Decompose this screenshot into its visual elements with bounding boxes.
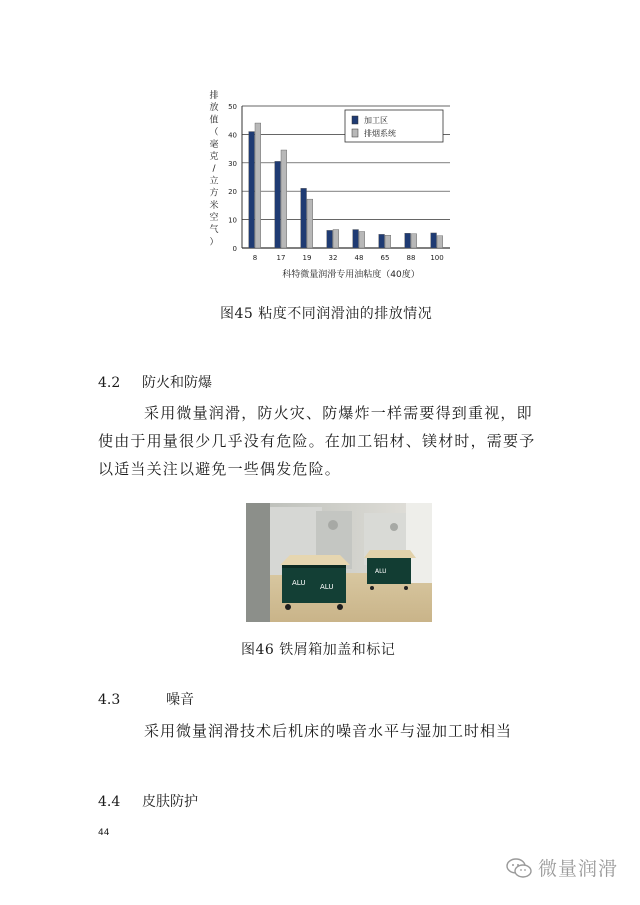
- front-bin-label-left: ALU: [292, 579, 306, 587]
- bar-processing-zone: [301, 188, 307, 248]
- bar-processing-zone: [327, 230, 333, 248]
- section-4-3-heading: [98, 689, 194, 709]
- x-tick-label: 32: [328, 254, 338, 262]
- bar-processing-zone: [431, 233, 437, 248]
- y-axis-label-char: 值: [209, 115, 219, 126]
- legend-label: 加工区: [364, 116, 388, 125]
- y-axis-label-char: 毫: [209, 139, 219, 150]
- figure45-chart: [200, 88, 458, 284]
- section-title: 噪音: [166, 692, 194, 708]
- bar-exhaust-system: [411, 234, 417, 248]
- bar-processing-zone: [405, 233, 411, 248]
- y-axis-label: [209, 89, 218, 247]
- bar-processing-zone: [379, 234, 385, 248]
- y-axis-label-char: 排: [209, 91, 219, 101]
- legend-swatch: [352, 129, 358, 137]
- page-number: 44: [98, 828, 110, 838]
- bar-exhaust-system: [385, 235, 391, 248]
- y-tick-label: 50: [228, 103, 237, 111]
- bar-exhaust-system: [307, 199, 313, 248]
- watermark-text: 微量润滑: [537, 858, 618, 880]
- bar-exhaust-system: [437, 236, 443, 248]
- figure46-photo: [246, 503, 432, 622]
- chip-bin-photo: [246, 503, 432, 622]
- bar-exhaust-system: [333, 230, 339, 248]
- bar-exhaust-system: [359, 232, 365, 248]
- section-title: 皮肤防护: [142, 794, 198, 810]
- y-axis-label-char: /: [212, 164, 216, 175]
- chart-legend: [345, 110, 443, 142]
- y-axis-label-char: ）: [209, 237, 219, 248]
- bar-chart: [200, 88, 458, 284]
- watermark: [506, 854, 618, 881]
- y-tick-label: 10: [228, 216, 237, 225]
- x-tick-labels: [253, 254, 444, 262]
- y-axis-label-char: 方: [209, 188, 219, 199]
- y-tick-label: 20: [228, 188, 237, 197]
- x-tick-label: 65: [380, 254, 390, 262]
- y-tick-label: 0: [232, 245, 237, 253]
- back-bin-label: ALU: [375, 568, 387, 575]
- section-number: 4.4: [98, 794, 121, 810]
- front-bin-label-right: ALU: [320, 583, 334, 591]
- y-axis-label-char: 气: [209, 225, 219, 236]
- y-axis-label-char: 米: [209, 200, 219, 211]
- bar-processing-zone: [275, 161, 281, 248]
- y-axis-label-char: 放: [209, 103, 219, 114]
- y-axis-label-char: 空: [209, 213, 219, 223]
- section-4-3-sentence: 采用微量润滑技术后机床的噪音水平与湿加工时相当: [144, 722, 513, 740]
- y-tick-label: 40: [228, 131, 237, 140]
- wechat-icon: [506, 857, 532, 879]
- section-number: 4.3: [98, 692, 121, 708]
- y-axis-label-char: 立: [209, 176, 219, 187]
- y-axis-label-char: （: [209, 127, 219, 138]
- x-tick-label: 100: [430, 254, 444, 262]
- x-tick-label: 88: [406, 254, 416, 262]
- figure45-caption: 图45 粘度不同润滑油的排放情况: [220, 306, 433, 322]
- bar-processing-zone: [353, 230, 359, 248]
- legend-swatch: [352, 116, 358, 124]
- section-4-4-heading: [98, 791, 198, 811]
- x-tick-label: 17: [276, 254, 286, 262]
- section-title: 防火和防爆: [142, 375, 212, 391]
- x-tick-label: 8: [252, 254, 258, 262]
- x-tick-label: 48: [354, 254, 364, 262]
- legend-label: 排烟系统: [364, 129, 396, 138]
- figure46-caption: 图46 铁屑箱加盖和标记: [241, 642, 396, 658]
- section-number: 4.2: [98, 375, 121, 391]
- x-axis-label: 科特微量润滑专用油粘度（40度）: [282, 270, 420, 280]
- y-tick-label: 30: [228, 159, 237, 168]
- section-4-2-heading: [98, 372, 212, 392]
- section-4-2-paragraph: 采用微量润滑，防火灾、防爆炸一样需要得到重视，即使由于用量很少几乎没有危险。在加工铝材、镁材时，需要予以适当关注以避免一些偶发危险。: [98, 404, 536, 478]
- bar-exhaust-system: [255, 123, 261, 248]
- bar-exhaust-system: [281, 150, 287, 248]
- y-axis-label-char: 克: [209, 152, 219, 162]
- x-tick-label: 19: [302, 254, 312, 262]
- y-tick-labels: [228, 103, 237, 253]
- bar-processing-zone: [249, 132, 255, 248]
